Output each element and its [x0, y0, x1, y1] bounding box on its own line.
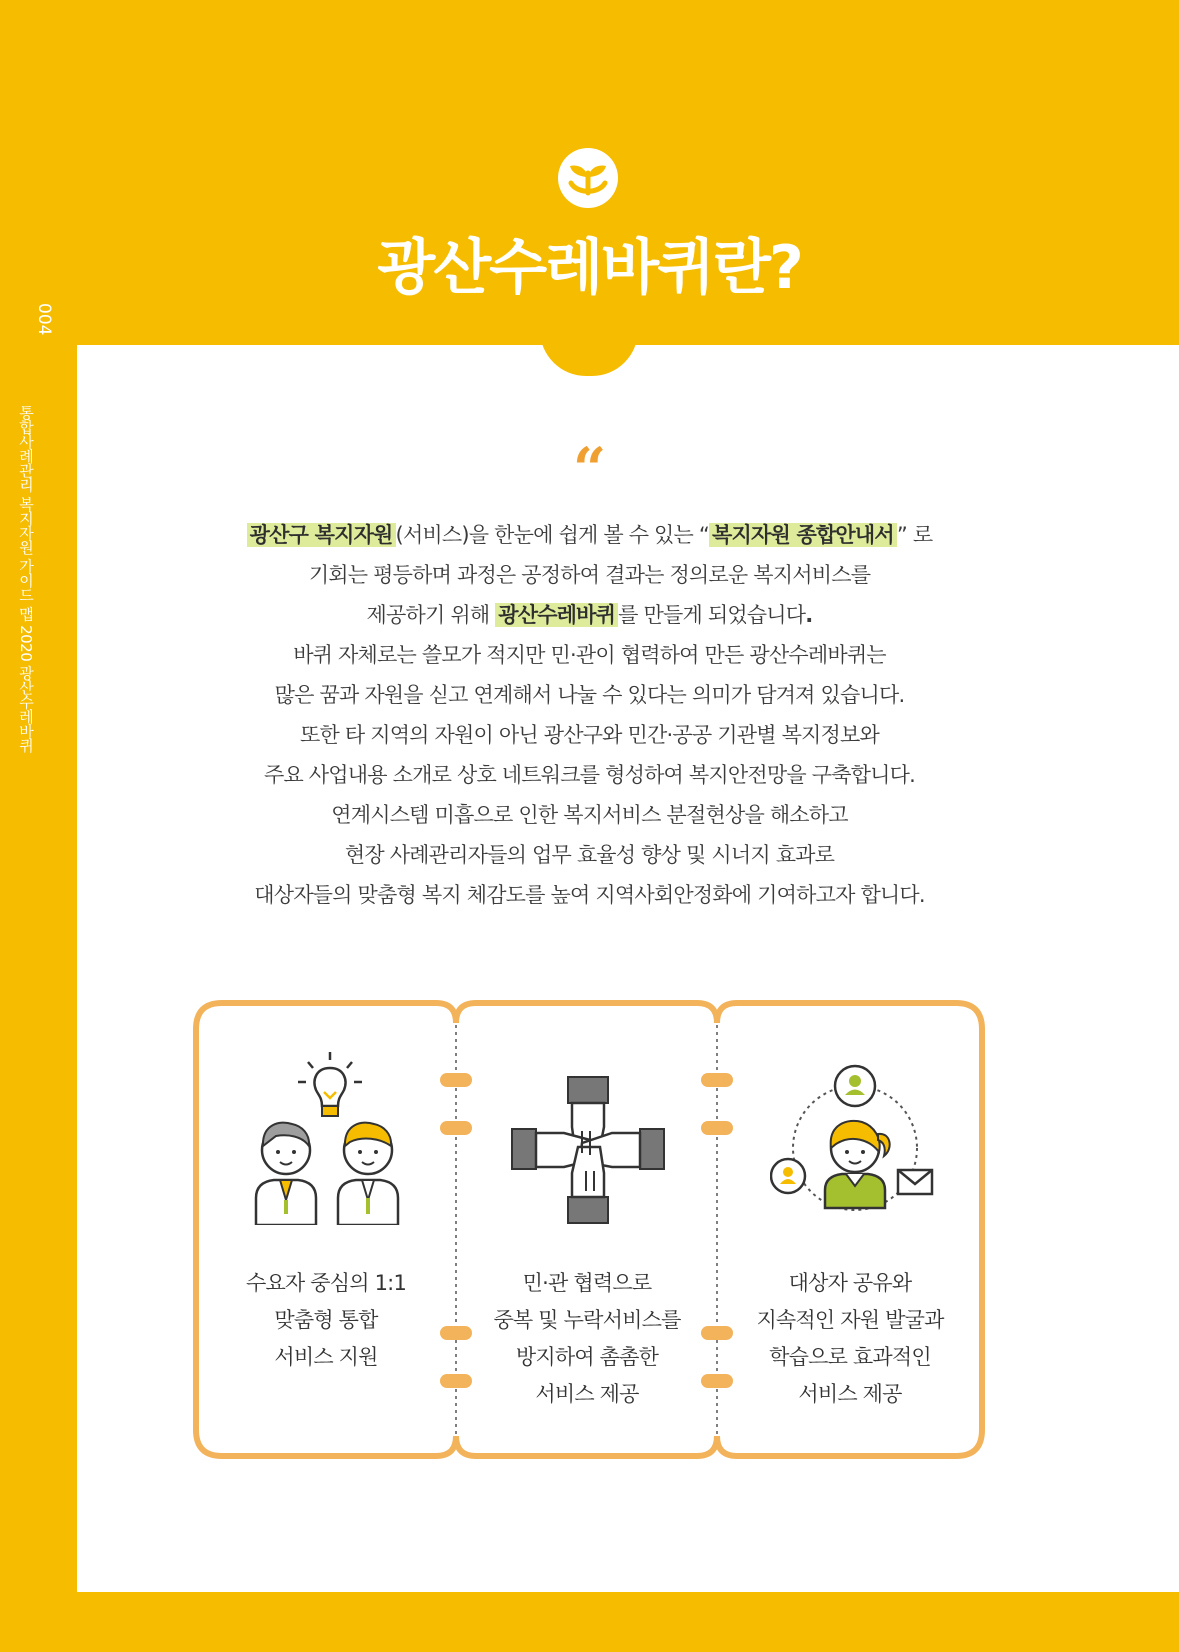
quote-mark: “ — [572, 435, 607, 503]
intro-line — [150, 515, 1029, 555]
page-number: 004 — [34, 303, 54, 336]
intro-line: 주요 사업내용 소개로 상호 네트워크를 형성하여 복지안전망을 구축합니다. — [263, 763, 916, 787]
intro-paragraph — [150, 515, 1029, 915]
intro-line: 바퀴 자체로는 쓸모가 적지만 민·관이 협력하여 만든 광산수레바퀴는 — [293, 643, 886, 667]
intro-text: 제공하기 위해 — [366, 603, 496, 627]
highlight-text: 복지자원 종합안내서 — [709, 523, 897, 547]
card-line: 서비스 제공 — [798, 1382, 902, 1406]
card-line: 지속적인 자원 발굴과 — [756, 1308, 944, 1332]
document-title: 통합사례관리 복지자원 가이드 맵 2020 광산수레바퀴 — [17, 405, 35, 753]
intro-line: 많은 꿈과 자원을 싣고 연계해서 나눌 수 있다는 의미가 담겨져 있습니다. — [274, 683, 905, 707]
intro-text: 로 — [906, 523, 933, 547]
page-title: 광산수레바퀴란? — [377, 233, 802, 303]
intro-text: . — [805, 603, 813, 627]
quote-close: ” — [896, 523, 907, 547]
quote-open: “ — [698, 523, 709, 547]
intro-line: 연계시스템 미흡으로 인한 복지서비스 분절현상을 해소하고 — [331, 803, 848, 827]
card-line: 민·관 협력으로 — [522, 1271, 652, 1295]
highlight-text: 광산수레바퀴 — [495, 603, 618, 627]
intro-line: 대상자들의 맞춤형 복지 체감도를 높여 지역사회안정화에 기여하고자 합니다. — [254, 883, 925, 907]
card-line: 서비스 지원 — [274, 1345, 378, 1369]
highlight-text: 광산구 복지자원 — [247, 523, 396, 547]
intro-line — [150, 595, 1029, 635]
card-line: 서비스 제공 — [535, 1382, 639, 1406]
card-line: 학습으로 효과적인 — [769, 1345, 931, 1369]
leaf-sprout-icon — [557, 147, 619, 209]
card-line: 맞춤형 통합 — [274, 1308, 378, 1332]
card-line: 수요자 중심의 1:1 — [245, 1271, 407, 1295]
card-line: 중복 및 누락서비스를 — [493, 1308, 681, 1332]
intro-line: 또한 타 지역의 자원이 아닌 광산구와 민간·공공 기관별 복지정보와 — [300, 723, 879, 747]
card-line: 대상자 공유와 — [788, 1271, 912, 1295]
card-line: 방지하여 촘촘한 — [515, 1345, 659, 1369]
intro-text: (서비스)을 한눈에 쉽게 볼 수 있는 — [395, 523, 699, 547]
intro-line: 기회는 평등하며 과정은 공정하여 결과는 정의로운 복지서비스를 — [308, 563, 871, 587]
intro-text: 를 만들게 되었습니다 — [618, 603, 806, 627]
intro-line: 현장 사례관리자들의 업무 효율성 향상 및 시너지 효과로 — [344, 843, 835, 867]
